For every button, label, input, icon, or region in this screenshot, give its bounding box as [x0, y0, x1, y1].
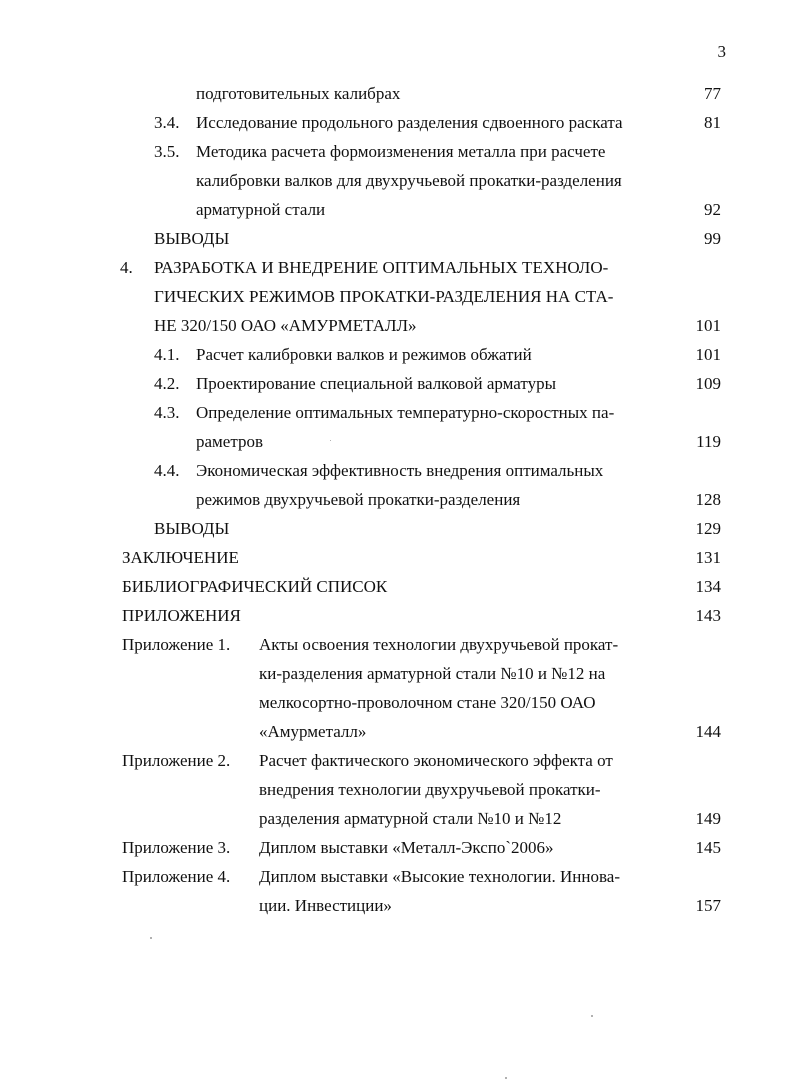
- toc-entry-text: мелкосортно-проволочном стане 320/150 ОАО: [259, 693, 596, 712]
- toc-entry-text: режимов двухручьевой прокатки-разделения: [196, 490, 521, 509]
- toc-entry-page: 143: [695, 606, 721, 625]
- toc-entry-page: 119: [696, 432, 721, 451]
- toc-entry-text: ВЫВОДЫ: [154, 229, 230, 248]
- toc-entry-page: 131: [695, 548, 721, 567]
- toc-entry-text: калибровки валков для двухручьевой прокатки-разделения: [196, 171, 622, 190]
- toc-entry-page: 101: [695, 316, 721, 335]
- toc-entry-text: ПРИЛОЖЕНИЯ: [122, 606, 241, 625]
- toc-entry-text: Диплом выставки «Металл-Экспо`2006»: [259, 838, 554, 857]
- toc-entry-number: 4.4.: [154, 461, 180, 480]
- toc-entry-text: ции. Инвестиции»: [259, 896, 392, 915]
- toc-entry-number: 3.4.: [154, 113, 180, 132]
- toc-entry-page: 81: [704, 113, 721, 132]
- scan-speck: [330, 440, 331, 441]
- toc-entry-text: Проектирование специальной валковой арматуры: [196, 374, 556, 393]
- toc-entry-page: 99: [704, 229, 721, 248]
- toc-entry-text: Диплом выставки «Высокие технологии. Иннова-: [259, 867, 620, 886]
- toc-entry-text: подготовительных калибрах: [196, 84, 401, 103]
- toc-entry-page: 92: [704, 200, 721, 219]
- toc-entry-text: ГИЧЕСКИХ РЕЖИМОВ ПРОКАТКИ-РАЗДЕЛЕНИЯ НА СТА-: [154, 287, 614, 306]
- toc-entry-text: ВЫВОДЫ: [154, 519, 230, 538]
- toc-entry-number: 4.1.: [154, 345, 180, 364]
- toc-entry-page: 109: [695, 374, 721, 393]
- toc-entry-text: разделения арматурной стали №10 и №12: [259, 809, 562, 828]
- toc-entry-text: Расчет калибровки валков и режимов обжатий: [196, 345, 532, 364]
- toc-entry-text: ЗАКЛЮЧЕНИЕ: [122, 548, 239, 567]
- toc-entry-page: 134: [695, 577, 721, 596]
- toc-entry-number: 4.2.: [154, 374, 180, 393]
- scan-speck: [150, 937, 152, 939]
- toc-entry-number: Приложение 3.: [122, 838, 231, 857]
- toc-entry-number: 4.: [120, 258, 133, 277]
- toc-entry-text: НЕ 320/150 ОАО «АМУРМЕТАЛЛ»: [154, 316, 417, 335]
- toc-entry-number: 4.3.: [154, 403, 180, 422]
- scan-speck: [591, 1015, 593, 1017]
- toc-entry-text: Определение оптимальных температурно-скоростных па-: [196, 403, 615, 422]
- toc-entry-text: Расчет фактического экономического эффекта от: [259, 751, 613, 770]
- toc-entry-text: Методика расчета формоизменения металла при расчете: [196, 142, 606, 161]
- toc-entry-text: Экономическая эффективность внедрения оптимальных: [196, 461, 604, 480]
- toc-entry-text: арматурной стали: [196, 200, 326, 219]
- toc-entry-page: 128: [695, 490, 721, 509]
- toc-entry-number: 3.5.: [154, 142, 180, 161]
- toc-entry-page: 149: [695, 809, 721, 828]
- toc-entry-page: 157: [695, 896, 721, 915]
- toc-entry-text: раметров: [196, 432, 264, 451]
- toc-entry-text: БИБЛИОГРАФИЧЕСКИЙ СПИСОК: [122, 577, 388, 596]
- toc-entry-number: Приложение 4.: [122, 867, 231, 886]
- scan-speck: [505, 1077, 507, 1079]
- toc-entry-text: Акты освоения технологии двухручьевой прокат-: [259, 635, 619, 654]
- toc-entry-page: 144: [695, 722, 721, 741]
- toc-entry-text: «Амурметалл»: [259, 722, 367, 741]
- toc-entry-page: 77: [704, 84, 721, 103]
- toc-entry-number: Приложение 2.: [122, 751, 231, 770]
- toc-entry-page: 101: [695, 345, 721, 364]
- toc-entry-page: 145: [695, 838, 721, 857]
- toc-entry-text: ки-разделения арматурной стали №10 и №12 на: [259, 664, 606, 683]
- toc-entry-text: РАЗРАБОТКА И ВНЕДРЕНИЕ ОПТИМАЛЬНЫХ ТЕХНОЛО-: [154, 258, 609, 277]
- toc-entry-text: Исследование продольного разделения сдвоенного раската: [196, 113, 623, 132]
- toc-entry-text: внедрения технологии двухручьевой прокатки-: [259, 780, 601, 799]
- toc-entry-number: Приложение 1.: [122, 635, 231, 654]
- toc-entry-page: 129: [695, 519, 721, 538]
- page-number: 3: [717, 42, 726, 61]
